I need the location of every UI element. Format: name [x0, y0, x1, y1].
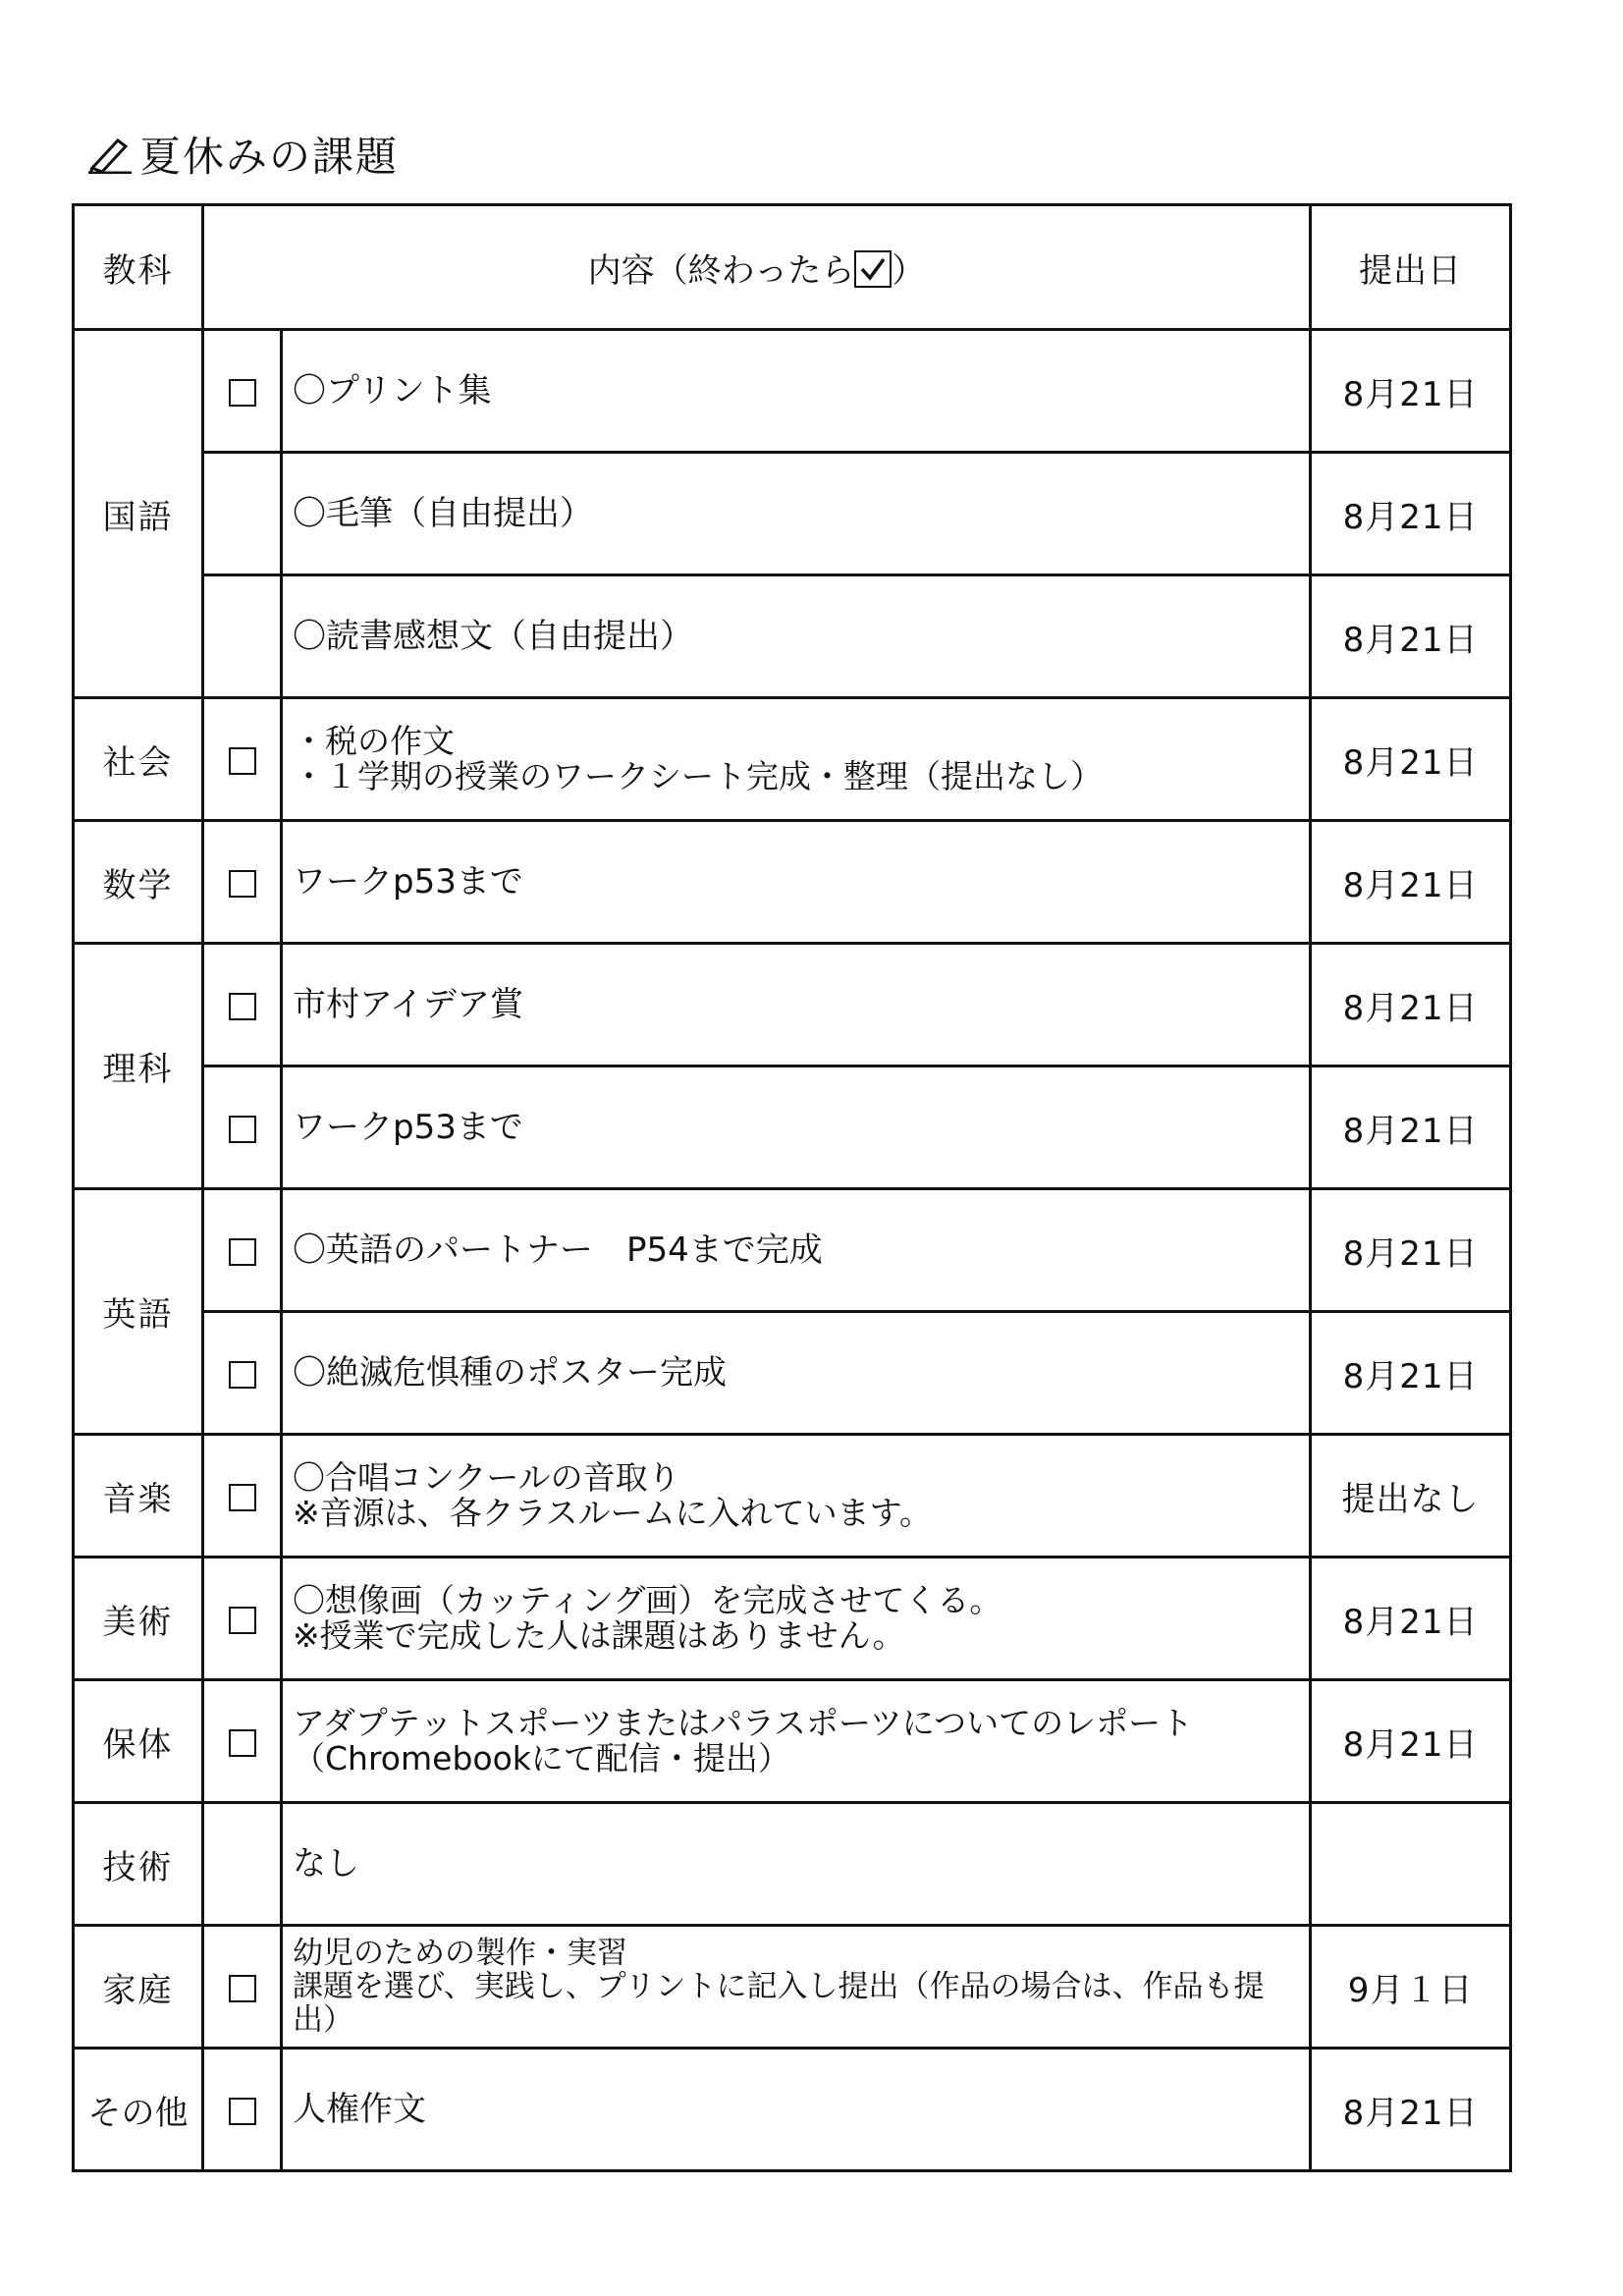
checkbox-cell	[203, 821, 282, 944]
checked-box-icon	[854, 250, 892, 288]
content-cell: 幼児のための製作・実習 課題を選び、実践し、プリントに記入し提出（作品の場合は、作品も提 出）	[282, 1926, 1311, 2049]
content-cell: 〇読書感想文（自由提出）	[282, 575, 1311, 698]
due-cell: 8月21日	[1311, 1680, 1511, 1803]
subject-cell: 数学	[74, 821, 203, 944]
checkbox-cell	[203, 1926, 282, 2049]
checkbox-icon[interactable]	[229, 379, 256, 407]
content-cell: 〇毛筆（自由提出）	[282, 453, 1311, 575]
checkbox-cell-empty	[203, 575, 282, 698]
checkbox-cell	[203, 2049, 282, 2171]
table-row	[74, 1435, 1511, 1558]
checkbox-cell	[203, 1435, 282, 1558]
checkbox-cell	[203, 944, 282, 1066]
checkbox-icon[interactable]	[229, 993, 256, 1020]
due-cell: 8月21日	[1311, 2049, 1511, 2171]
due-cell: 提出なし	[1311, 1435, 1511, 1558]
checkbox-cell	[203, 1066, 282, 1189]
subject-cell: 理科	[74, 944, 203, 1189]
subject-cell: 美術	[74, 1558, 203, 1680]
table-row	[74, 2049, 1511, 2171]
content-cell: なし	[282, 1803, 1311, 1926]
checkbox-icon[interactable]	[229, 870, 256, 898]
due-cell: 8月21日	[1311, 821, 1511, 944]
checkbox-cell	[203, 698, 282, 821]
page-title	[88, 120, 399, 189]
content-cell: 〇想像画（カッティング画）を完成させてくる。 ※授業で完成した人は課題はありません。	[282, 1558, 1311, 1680]
checkbox-cell	[203, 1680, 282, 1803]
subject-cell: 技術	[74, 1803, 203, 1926]
checkbox-cell	[203, 1558, 282, 1680]
table-row	[74, 1926, 1511, 2049]
due-cell: 8月21日	[1311, 944, 1511, 1066]
content-cell: 〇絶滅危惧種のポスター完成	[282, 1312, 1311, 1435]
content-cell: 〇英語のパートナー P54まで完成	[282, 1189, 1311, 1312]
checkbox-cell	[203, 330, 282, 453]
checkbox-icon[interactable]	[229, 1361, 256, 1389]
due-cell: 8月21日	[1311, 575, 1511, 698]
checkbox-icon[interactable]	[229, 1116, 256, 1143]
subject-cell: 保体	[74, 1680, 203, 1803]
subject-cell: 家庭	[74, 1926, 203, 2049]
content-cell: アダプテットスポーツまたはパラスポーツについてのレポート （Chromebookにて配信・提出）	[282, 1680, 1311, 1803]
table-row	[74, 330, 1511, 453]
checkbox-icon[interactable]	[229, 747, 256, 775]
subject-cell: 社会	[74, 698, 203, 821]
checkbox-icon[interactable]	[229, 1975, 256, 2002]
subject-cell: 国語	[74, 330, 203, 698]
assignment-table	[72, 203, 1512, 2172]
due-cell: 8月21日	[1311, 453, 1511, 575]
due-cell: 8月21日	[1311, 1066, 1511, 1189]
header-content: 内容（終わったら ）	[203, 205, 1311, 330]
header-subject: 教科	[74, 205, 203, 330]
table-row	[74, 1680, 1511, 1803]
table-row	[74, 1066, 1511, 1189]
table-row	[74, 575, 1511, 698]
checkbox-icon[interactable]	[229, 1607, 256, 1634]
header-due: 提出日	[1311, 205, 1511, 330]
content-cell: ワークp53まで	[282, 1066, 1311, 1189]
table-row	[74, 1189, 1511, 1312]
checkbox-icon[interactable]	[229, 1484, 256, 1511]
table-row	[74, 1558, 1511, 1680]
content-cell: ・税の作文 ・１学期の授業のワークシート完成・整理（提出なし）	[282, 698, 1311, 821]
due-cell	[1311, 1803, 1511, 1926]
checkbox-icon[interactable]	[229, 2098, 256, 2125]
checkbox-icon[interactable]	[229, 1729, 256, 1757]
due-cell: 8月21日	[1311, 1189, 1511, 1312]
subject-cell: 音楽	[74, 1435, 203, 1558]
subject-cell: 英語	[74, 1189, 203, 1435]
header-row	[74, 205, 1511, 330]
content-cell: 〇プリント集	[282, 330, 1311, 453]
checkbox-cell	[203, 1312, 282, 1435]
subject-cell: その他	[74, 2049, 203, 2171]
due-cell: 8月21日	[1311, 1312, 1511, 1435]
title-text: 夏休みの課題	[139, 133, 400, 181]
table-row	[74, 1312, 1511, 1435]
due-cell: 8月21日	[1311, 330, 1511, 453]
table-row	[74, 821, 1511, 944]
checkbox-cell	[203, 1189, 282, 1312]
table-row	[74, 453, 1511, 575]
checkbox-cell-empty	[203, 453, 282, 575]
checkbox-cell-empty	[203, 1803, 282, 1926]
content-cell: ワークp53まで	[282, 821, 1311, 944]
content-cell: 〇合唱コンクールの音取り ※音源は、各クラスルームに入れています。	[282, 1435, 1311, 1558]
table-row	[74, 944, 1511, 1066]
due-cell: 8月21日	[1311, 698, 1511, 821]
pencil-icon	[88, 135, 134, 174]
table-row	[74, 1803, 1511, 1926]
content-cell: 人権作文	[282, 2049, 1311, 2171]
due-cell: 9月１日	[1311, 1926, 1511, 2049]
checkbox-icon[interactable]	[229, 1238, 256, 1266]
table-row	[74, 698, 1511, 821]
due-cell: 8月21日	[1311, 1558, 1511, 1680]
content-cell: 市村アイデア賞	[282, 944, 1311, 1066]
